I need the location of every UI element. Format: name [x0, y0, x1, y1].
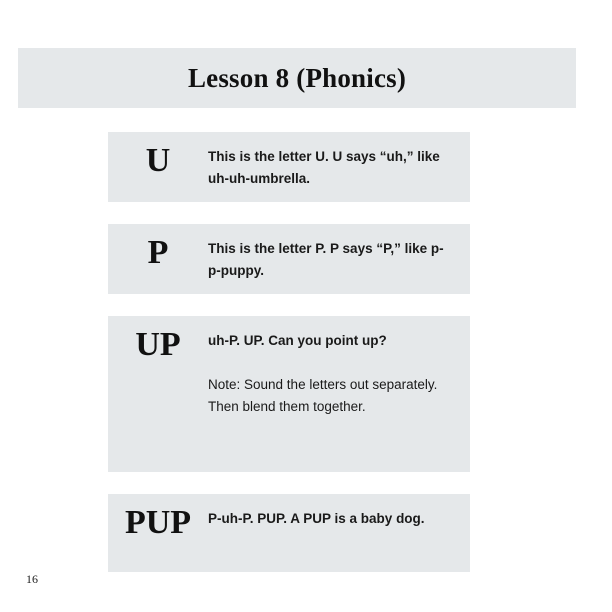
- lesson-row-up: [108, 316, 470, 472]
- word-description-pup: P-uh-P. PUP. A PUP is a baby dog.: [208, 511, 425, 526]
- page-number: 16: [26, 572, 38, 586]
- text-cell: [208, 316, 470, 428]
- text-cell: [208, 132, 470, 200]
- lesson-row-p: [108, 224, 470, 294]
- letter-cell: [108, 494, 208, 541]
- lesson-row-u: [108, 132, 470, 202]
- word-description-up: uh-P. UP. Can you point up?: [208, 333, 387, 348]
- lesson-row-pup: [108, 494, 470, 572]
- text-cell: [208, 494, 470, 540]
- letter-glyph-pup: PUP: [124, 504, 192, 541]
- page-title: Lesson 8 (Phonics): [187, 62, 407, 93]
- letter-glyph-up: UP: [135, 326, 181, 363]
- letter-description-u: This is the letter U. U says “uh,” like uh-uh-umbrella.: [208, 149, 440, 186]
- letter-glyph-u: U: [145, 142, 171, 179]
- letter-cell: [108, 132, 208, 179]
- letter-glyph-p: P: [147, 234, 169, 271]
- text-cell: [208, 224, 470, 292]
- lesson-title-band: [18, 48, 576, 108]
- teaching-note: Note: Sound the letters out separately. Then blend them together.: [208, 376, 438, 414]
- letter-description-p: This is the letter P. P says “P,” like p-p-puppy.: [208, 241, 444, 278]
- letter-cell: [108, 316, 208, 363]
- letter-cell: [108, 224, 208, 271]
